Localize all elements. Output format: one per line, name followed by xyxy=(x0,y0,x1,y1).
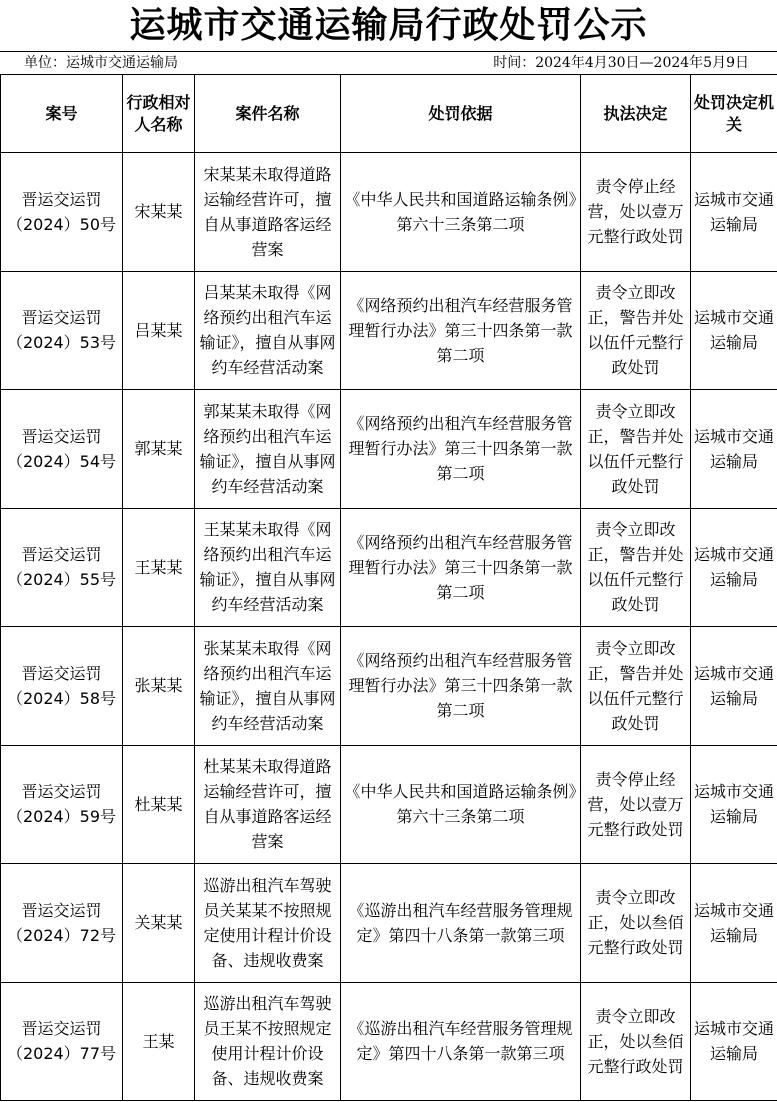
party-cell: 吕某某 xyxy=(123,271,195,390)
basis-cell: 《中华人民共和国道路运输条例》第六十三条第二项 xyxy=(341,153,581,272)
table-header-row xyxy=(1,75,777,153)
case-no-cell: 晋运交运罚（2024）55号 xyxy=(1,508,123,627)
case-no-cell: 晋运交运罚（2024）58号 xyxy=(1,627,123,746)
party-cell: 杜某某 xyxy=(123,745,195,864)
basis-cell: 《巡游出租汽车经营服务管理规定》第四十八条第一款第三项 xyxy=(341,982,581,1101)
party-cell: 王某 xyxy=(123,982,195,1101)
decision-cell: 责令立即改正，处以叁佰元整行政处罚 xyxy=(581,982,691,1101)
party-cell: 张某某 xyxy=(123,627,195,746)
table-row xyxy=(1,627,777,746)
case-name-cell: 宋某某未取得道路运输经营许可，擅自从事道路客运经营案 xyxy=(195,153,341,272)
case-no-cell: 晋运交运罚（2024）53号 xyxy=(1,271,123,390)
case-name-cell: 郭某某未取得《网络预约出租汽车运输证》，擅自从事网约车经营活动案 xyxy=(195,390,341,509)
party-cell: 关某某 xyxy=(123,864,195,983)
case-name-cell: 巡游出租汽车驾驶员王某不按照规定使用计程计价设备、违规收费案 xyxy=(195,982,341,1101)
meta-bar xyxy=(0,51,777,74)
basis-cell: 《网络预约出租汽车经营服务管理暂行办法》第三十四条第一款第二项 xyxy=(341,271,581,390)
table-row xyxy=(1,271,777,390)
table-row xyxy=(1,864,777,983)
case-no-cell: 晋运交运罚（2024）54号 xyxy=(1,390,123,509)
authority-cell: 运城市交通运输局 xyxy=(691,864,777,983)
penalty-table xyxy=(0,74,777,1101)
case-no-cell: 晋运交运罚（2024）59号 xyxy=(1,745,123,864)
case-name-cell: 王某某未取得《网络预约出租汽车运输证》，擅自从事网约车经营活动案 xyxy=(195,508,341,627)
header-case-no: 案号 xyxy=(1,75,123,153)
table-row xyxy=(1,508,777,627)
decision-cell: 责令停止经营，处以壹万元整行政处罚 xyxy=(581,153,691,272)
table-row xyxy=(1,745,777,864)
authority-cell: 运城市交通运输局 xyxy=(691,627,777,746)
header-authority: 处罚决定机关 xyxy=(691,75,777,153)
decision-cell: 责令立即改正，处以叁佰元整行政处罚 xyxy=(581,864,691,983)
header-case-name: 案件名称 xyxy=(195,75,341,153)
authority-cell: 运城市交通运输局 xyxy=(691,271,777,390)
basis-cell: 《网络预约出租汽车经营服务管理暂行办法》第三十四条第一款第二项 xyxy=(341,508,581,627)
table-row xyxy=(1,153,777,272)
authority-cell: 运城市交通运输局 xyxy=(691,745,777,864)
party-cell: 王某某 xyxy=(123,508,195,627)
decision-cell: 责令立即改正，警告并处以伍仟元整行政处罚 xyxy=(581,508,691,627)
case-name-cell: 张某某未取得《网络预约出租汽车运输证》，擅自从事网约车经营活动案 xyxy=(195,627,341,746)
header-decision: 执法决定 xyxy=(581,75,691,153)
table-row xyxy=(1,390,777,509)
authority-cell: 运城市交通运输局 xyxy=(691,153,777,272)
basis-cell: 《中华人民共和国道路运输条例》第六十三条第二项 xyxy=(341,745,581,864)
authority-cell: 运城市交通运输局 xyxy=(691,390,777,509)
party-cell: 郭某某 xyxy=(123,390,195,509)
party-cell: 宋某某 xyxy=(123,153,195,272)
time-range: 时间：2024年4月30日—2024年5月9日 xyxy=(493,55,749,71)
authority-cell: 运城市交通运输局 xyxy=(691,508,777,627)
basis-cell: 《网络预约出租汽车经营服务管理暂行办法》第三十四条第一款第二项 xyxy=(341,390,581,509)
header-party: 行政相对人名称 xyxy=(123,75,195,153)
header-basis: 处罚依据 xyxy=(341,75,581,153)
case-no-cell: 晋运交运罚（2024）50号 xyxy=(1,153,123,272)
case-no-cell: 晋运交运罚（2024）77号 xyxy=(1,982,123,1101)
decision-cell: 责令立即改正，警告并处以伍仟元整行政处罚 xyxy=(581,271,691,390)
unit-label: 单位：运城市交通运输局 xyxy=(24,55,178,71)
case-name-cell: 吕某某未取得《网络预约出租汽车运输证》，擅自从事网约车经营活动案 xyxy=(195,271,341,390)
case-name-cell: 巡游出租汽车驾驶员关某某不按照规定使用计程计价设备、违规收费案 xyxy=(195,864,341,983)
basis-cell: 《巡游出租汽车经营服务管理规定》第四十八条第一款第三项 xyxy=(341,864,581,983)
decision-cell: 责令停止经营，处以壹万元整行政处罚 xyxy=(581,745,691,864)
case-no-cell: 晋运交运罚（2024）72号 xyxy=(1,864,123,983)
authority-cell: 运城市交通运输局 xyxy=(691,982,777,1101)
table-row xyxy=(1,982,777,1101)
basis-cell: 《网络预约出租汽车经营服务管理暂行办法》第三十四条第一款第二项 xyxy=(341,627,581,746)
decision-cell: 责令立即改正，警告并处以伍仟元整行政处罚 xyxy=(581,390,691,509)
decision-cell: 责令立即改正，警告并处以伍仟元整行政处罚 xyxy=(581,627,691,746)
case-name-cell: 杜某某未取得道路运输经营许可，擅自从事道路客运经营案 xyxy=(195,745,341,864)
page-title: 运城市交通运输局行政处罚公示 xyxy=(129,4,648,46)
